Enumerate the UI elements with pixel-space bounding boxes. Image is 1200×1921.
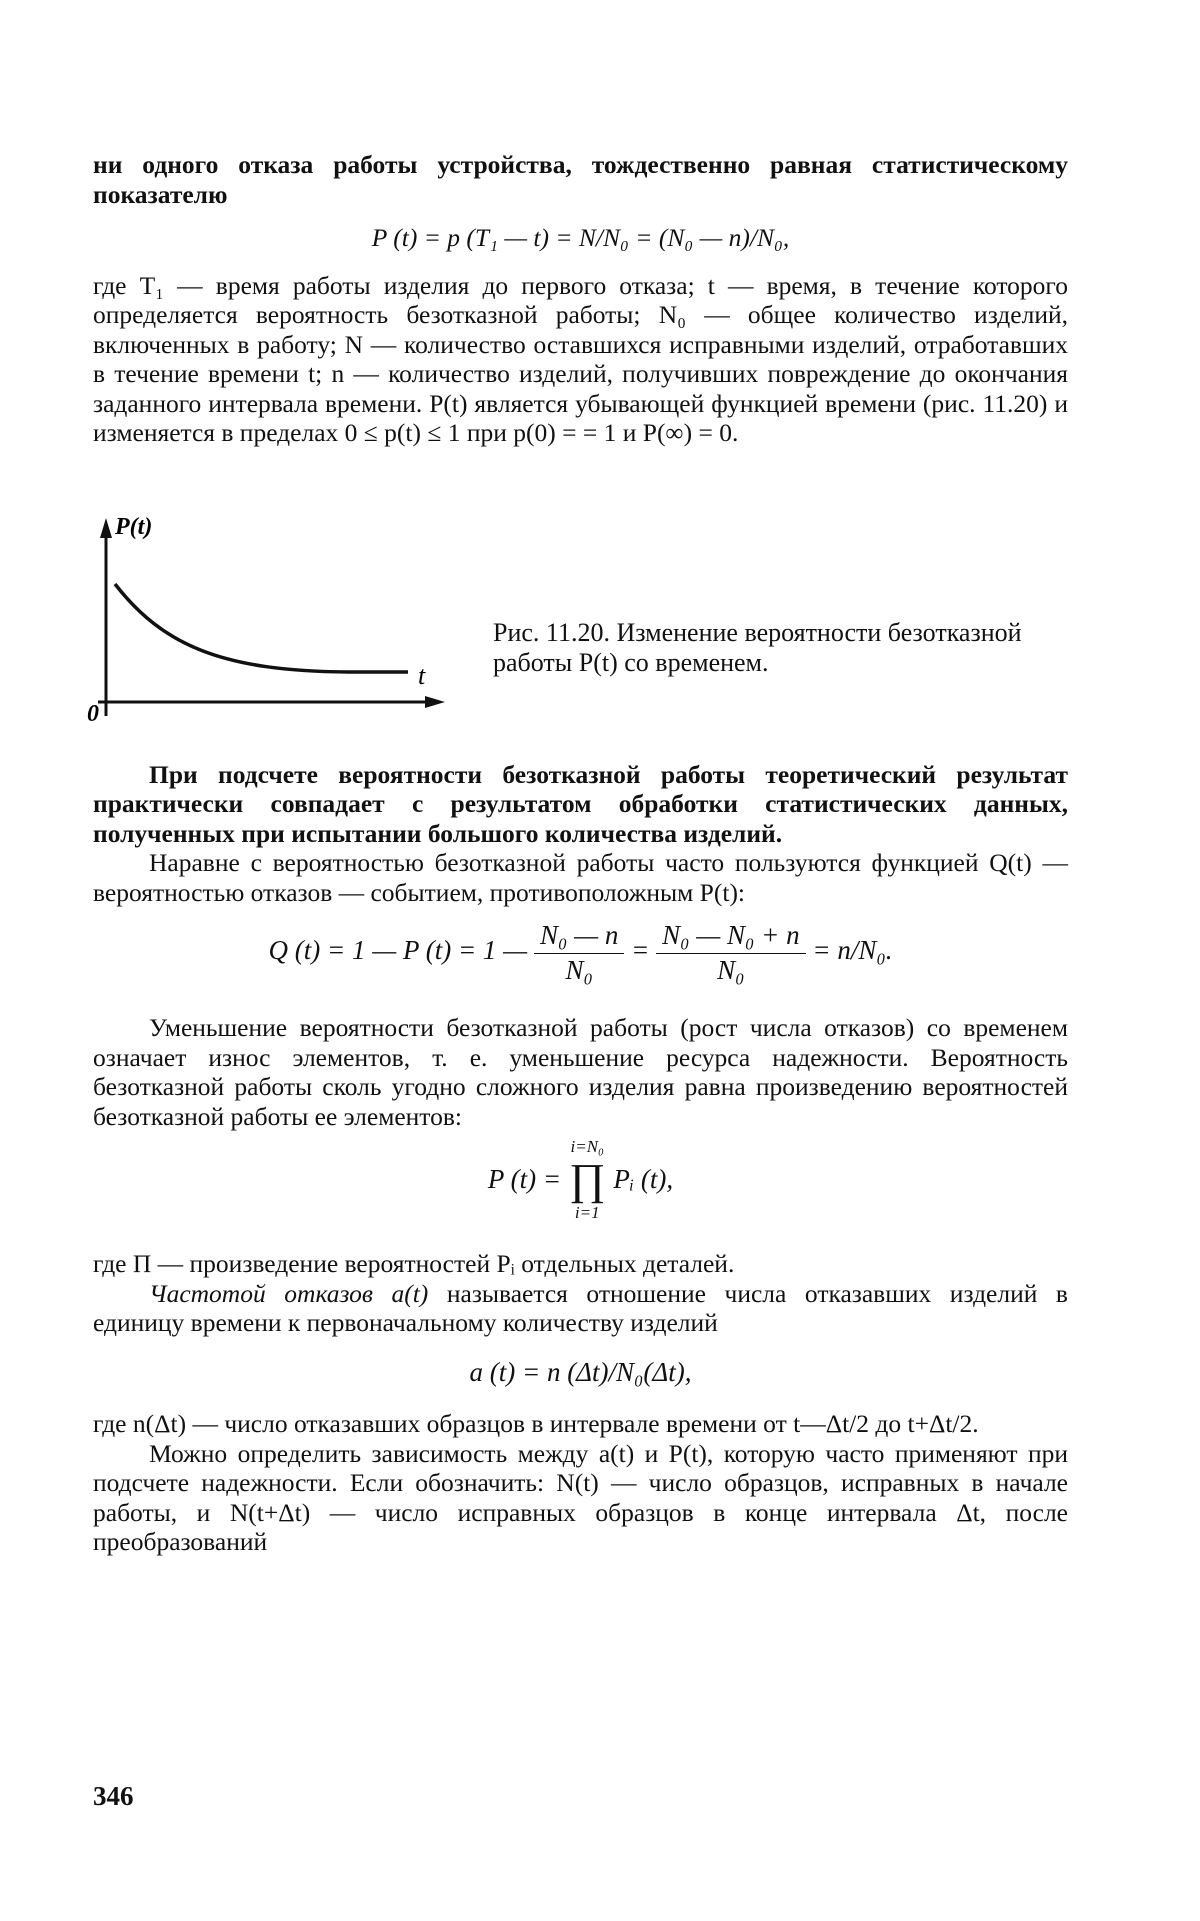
eq2-frac1-denominator: N₀ bbox=[565, 954, 593, 985]
page-number: 346 bbox=[93, 1781, 134, 1811]
y-axis-label: P(t) bbox=[115, 513, 153, 540]
origin-label: 0 bbox=[87, 700, 99, 727]
product-lower-limit: i=1 bbox=[574, 1203, 600, 1222]
x-axis-arrow bbox=[425, 696, 445, 708]
figure-caption: Рис. 11.20. Изменение вероятности безотказной работы P(t) со временем. bbox=[493, 617, 1022, 677]
eq2-frac2-numerator: N₀ — N₀ + n bbox=[656, 921, 806, 954]
probability-curve-figure bbox=[87, 506, 453, 736]
eq2-equals: = bbox=[631, 935, 650, 966]
figure-11-20 bbox=[87, 506, 1068, 736]
eq2-frac1-numerator: N₀ — n bbox=[534, 921, 624, 954]
paragraph-1: ни одного отказа работы устройства, тождественно равная статистическому показателю bbox=[93, 150, 1068, 209]
equation-probability: P (t) = p (T₁ — t) = N/N₀ = (N₀ — n)/N₀, bbox=[371, 223, 790, 252]
paragraph-4: Наравне с вероятностью безотказной работы часто пользуются функцией Q(t) — вероятностью отказов — событием, противоположным P(t): bbox=[93, 848, 1068, 907]
eq2-left: Q (t) = 1 — P (t) = 1 — bbox=[268, 935, 528, 966]
product-upper-limit: i=N₀ bbox=[570, 1137, 604, 1156]
paragraph-9: Можно определить зависимость между a(t) и P(t), которую часто применяют при подсчете надежности. Если обозначить: N(t) — число образцов, исправных в начале работы, и N(t+Δt) — число исправных образцов в конце интервала Δt, после преобразований bbox=[93, 1438, 1068, 1556]
eq2-fraction-1 bbox=[534, 921, 624, 985]
product-symbol: ∏ bbox=[569, 1155, 606, 1204]
paragraph-2: где T₁ — время работы изделия до первого отказа; t — время, в течение которого определяется вероятность безотказной работы; N₀ — общее количество изделий, включенных в работу; N — количество оставшихся исправными изделий, отработавших в течение времени t; n — количество изделий, получивших повреждение до окончания заданного интервала времени. P(t) является убывающей функцией времени (рис. 11.20) и изменяется в пределах 0 ≤ p(t) ≤ 1 при p(0) = = 1 и P(∞) = 0. bbox=[93, 270, 1068, 447]
paragraph-3: При подсчете вероятности безотказной работы теоретический результат практически совпадает с результатом обработки статистических данных, полученных при испытании большого количества изделий. bbox=[93, 759, 1068, 848]
equation-product bbox=[93, 1137, 1068, 1223]
paragraph-8: где n(Δt) — число отказавших образцов в интервале времени от t—Δt/2 до t+Δt/2. bbox=[93, 1409, 979, 1438]
eq3-right: Pᵢ (t), bbox=[613, 1164, 674, 1195]
y-axis-arrow bbox=[100, 518, 112, 538]
decay-curve bbox=[115, 584, 348, 672]
equation-failure-frequency: a (t) = n (Δt)/N₀(Δt), bbox=[469, 1356, 692, 1387]
failure-frequency-term: Частотой отказов a(t) bbox=[149, 1278, 429, 1308]
eq2-right: = n/N₀. bbox=[812, 935, 893, 966]
x-axis-label: t bbox=[418, 660, 426, 690]
page-content bbox=[87, 150, 1068, 1557]
paragraph-5: Уменьшение вероятности безотказной работы (рост числа отказов) со временем означает износ элементов, т. е. уменьшение ресурса надежности. Вероятность безотказной работы сколь угодно сложного изделия равна произведению вероятностей безотказной работы ее элементов: bbox=[93, 1013, 1068, 1131]
paragraph-7 bbox=[93, 1279, 1068, 1338]
equation-failure-probability bbox=[93, 921, 1068, 985]
paragraph-7-rest: называется отношение числа отказавших изделий в единицу времени к первоначальному количеству изделий bbox=[93, 1278, 1068, 1337]
eq3-left: P (t) = bbox=[487, 1164, 562, 1195]
eq2-frac2-denominator: N₀ bbox=[717, 954, 745, 985]
paragraph-6: где Π — произведение вероятностей Pᵢ отдельных деталей. bbox=[93, 1249, 735, 1278]
eq2-fraction-2 bbox=[656, 921, 806, 985]
product-operator bbox=[569, 1137, 605, 1223]
